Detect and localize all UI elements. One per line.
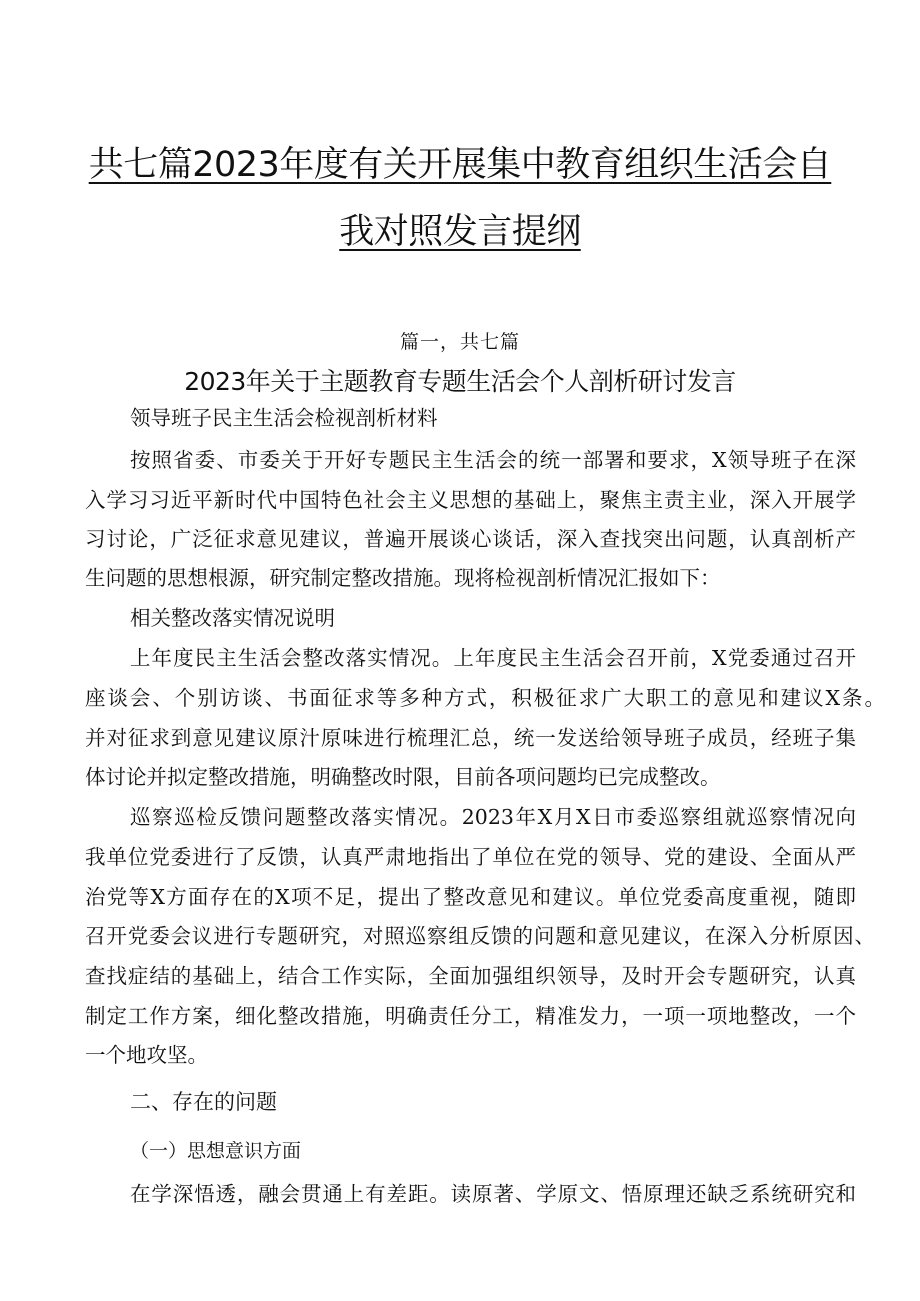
paragraph-line: 习讨论，广泛征求意见建议，普遍开展谈心谈话，深入查找突出问题，认真剖析产 xyxy=(85,527,856,551)
paragraph-line: 我单位党委进行了反馈，认真严肃地指出了单位在党的领导、党的建设、全面从严 xyxy=(85,845,856,869)
paragraph-line: 制定工作方案，细化整改措施，明确责任分工，精准发力，一项一项地整改，一个 xyxy=(85,1004,856,1028)
paragraph-line: 座谈会、个别访谈、书面征求等多种方式，积极征求广大职工的意见和建议X条。 xyxy=(85,686,885,710)
subsection-heading: （一）思想意识方面 xyxy=(130,1140,302,1162)
paragraph-line: 领导班子民主生活会检视剖析材料 xyxy=(130,406,438,430)
paragraph-line: 召开党委会议进行专题研究，对照巡察组反馈的问题和意见建议，在深入分析原因、 xyxy=(85,924,875,948)
paragraph-line: 生问题的思想根源，研究制定整改措施。现将检视剖析情况汇报如下： xyxy=(85,566,721,590)
article-title: 2023年关于主题教育专题生活会个人剖析研讨发言 xyxy=(184,367,736,396)
paragraph-line: 在学深悟透，融会贯通上有差距。读原著、学原文、悟原理还缺乏系统研究和 xyxy=(130,1182,856,1206)
paragraph-line: 查找症结的基础上，结合工作实际，全面加强组织领导，及时开会专题研究，认真 xyxy=(85,964,856,988)
paragraph-line: 一个地攻坚。 xyxy=(85,1043,208,1067)
paragraph-line: 治党等X方面存在的X项不足，提出了整改意见和建议。单位党委高度重视，随即 xyxy=(85,885,856,909)
paragraph-line: 相关整改落实情况说明 xyxy=(130,606,335,630)
document-title-line-2 xyxy=(0,204,920,254)
document-title-text-1: 共七篇2023年度有关开展集中教育组织生活会自 xyxy=(88,145,832,185)
paragraph-line: 按照省委、市委关于开好专题民主生活会的统一部署和要求，X领导班子在深 xyxy=(130,448,856,472)
paragraph-line: 体讨论并拟定整改措施，明确整改时限，目前各项问题均已完成整改。 xyxy=(85,765,721,789)
document-title-text-2: 我对照发言提纲 xyxy=(339,212,581,252)
paragraph-line: 并对征求到意见建议原汁原味进行梳理汇总，统一发送给领导班子成员，经班子集 xyxy=(85,726,856,750)
paragraph-line: 巡察巡检反馈问题整改落实情况。2023年X月X日市委巡察组就巡察情况向 xyxy=(130,805,856,829)
paragraph-line: 上年度民主生活会整改落实情况。上年度民主生活会召开前，X党委通过召开 xyxy=(130,646,856,670)
article-label: 篇一，共七篇 xyxy=(399,331,520,353)
section-heading: 二、存在的问题 xyxy=(130,1090,277,1114)
document-title-line-1 xyxy=(0,137,920,187)
paragraph-line: 入学习习近平新时代中国特色社会主义思想的基础上，聚焦主责主业，深入开展学 xyxy=(85,488,856,512)
